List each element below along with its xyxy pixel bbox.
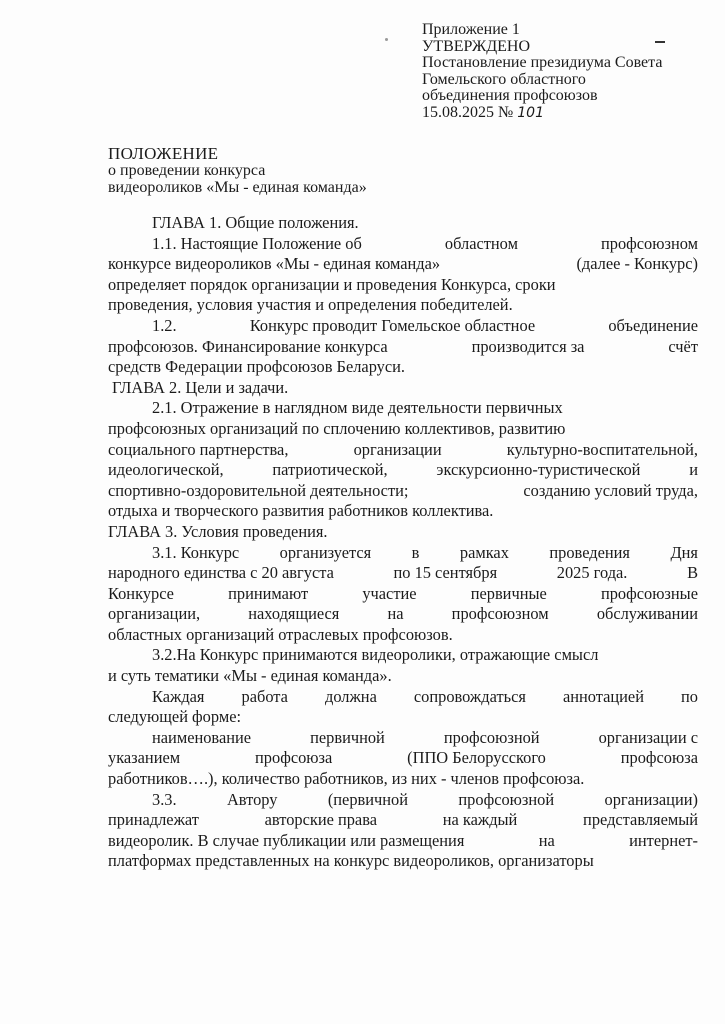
text-segment: и суть тематики «Мы - единая команда». bbox=[108, 666, 392, 686]
text-segment: профсоюзной bbox=[443, 727, 540, 747]
text-segment: профсоюза bbox=[255, 748, 333, 768]
text-line bbox=[108, 234, 698, 255]
text-segment: профсоюзные bbox=[600, 583, 698, 603]
text-line bbox=[108, 213, 698, 234]
text-line bbox=[108, 316, 698, 337]
text-segment: находящиеся bbox=[248, 604, 340, 624]
text-line bbox=[108, 357, 698, 378]
text-line bbox=[108, 748, 698, 769]
text-segment: профсоюза bbox=[620, 748, 698, 768]
text-segment: Автору bbox=[226, 789, 278, 809]
text-segment: платформах представленных на конкурс видеороликов, организаторы bbox=[108, 851, 594, 871]
text-segment: ГЛАВА 1. Общие положения. bbox=[152, 213, 359, 232]
text-segment: организации bbox=[353, 439, 442, 459]
text-line bbox=[108, 584, 698, 605]
text-line bbox=[108, 604, 698, 625]
union-line: объединения профсоюзов bbox=[422, 87, 598, 104]
text-line bbox=[108, 295, 698, 316]
text-segment: (ППО Белорусского bbox=[407, 748, 546, 768]
text-segment: должна bbox=[324, 686, 377, 706]
text-segment: указанием bbox=[108, 748, 181, 768]
text-segment: в bbox=[411, 542, 420, 562]
text-segment: профсоюзном bbox=[451, 604, 549, 624]
text-segment: счёт bbox=[668, 336, 698, 356]
region-line: Гомельского областного bbox=[422, 70, 586, 88]
text-line bbox=[108, 501, 698, 522]
text-segment: на каждый bbox=[442, 810, 518, 830]
text-segment: проведения bbox=[549, 542, 630, 562]
header-mark bbox=[655, 41, 665, 43]
text-segment: первичные bbox=[470, 583, 547, 603]
text-segment: социального партнерства, bbox=[108, 439, 289, 459]
text-segment: 3.1. Конкурс bbox=[152, 542, 240, 562]
text-segment: Конкурс проводит Гомельское областное bbox=[249, 315, 536, 335]
appendix-label: Приложение 1 bbox=[422, 21, 520, 38]
text-segment: принадлежат bbox=[108, 810, 199, 830]
text-line bbox=[108, 666, 698, 687]
text-segment: аннотацией bbox=[562, 686, 644, 706]
title-contest: видеороликов «Мы - единая команда» bbox=[108, 179, 367, 196]
text-line bbox=[108, 522, 698, 543]
text-segment: участие bbox=[362, 583, 417, 603]
text-segment: профсоюзной bbox=[458, 789, 555, 809]
text-segment: Каждая bbox=[152, 686, 205, 706]
text-segment: ГЛАВА 2. Цели и задачи. bbox=[112, 377, 289, 397]
text-segment: идеологической, bbox=[108, 460, 224, 480]
text-segment: культурно-воспитательной, bbox=[506, 439, 698, 459]
text-segment: объединение bbox=[608, 315, 698, 335]
text-segment: следующей форме: bbox=[108, 707, 242, 727]
text-segment: народного единства с 20 августа bbox=[108, 563, 334, 583]
document-title bbox=[108, 145, 367, 196]
text-segment: 3.3. bbox=[152, 789, 177, 809]
text-segment: 1.1. Настоящие Положение об bbox=[152, 233, 362, 253]
text-line bbox=[108, 563, 698, 584]
text-line bbox=[108, 481, 698, 502]
text-segment: определяет порядок организации и проведения Конкурса, сроки bbox=[108, 274, 556, 294]
title-subject: о проведении конкурса bbox=[108, 162, 266, 179]
text-segment: профсоюзных организаций по сплочению коллективов, развитию bbox=[108, 418, 566, 438]
text-segment: организации, bbox=[108, 604, 201, 624]
text-line bbox=[108, 460, 698, 481]
text-segment: конкурсе видеороликов «Мы - единая команда» bbox=[108, 254, 441, 274]
text-segment: созданию условий труда, bbox=[523, 480, 698, 500]
text-line bbox=[108, 543, 698, 564]
resolution-line: Постановление президиума Совета bbox=[422, 54, 663, 71]
text-segment: работников….), количество работников, из них - членов профсоюза. bbox=[108, 769, 585, 789]
text-segment: авторские права bbox=[264, 810, 378, 830]
text-line bbox=[108, 687, 698, 708]
text-line bbox=[108, 625, 698, 646]
text-segment: видеоролик. В случае публикации или размещения bbox=[108, 830, 465, 850]
text-segment: 1.2. bbox=[152, 315, 177, 335]
text-segment: (первичной bbox=[327, 789, 409, 809]
text-segment: областных организаций отраслевых профсоюзов. bbox=[108, 624, 453, 644]
text-segment: областном bbox=[444, 233, 518, 253]
text-segment: сопровождаться bbox=[413, 686, 526, 706]
text-segment: на bbox=[538, 830, 555, 850]
text-line bbox=[108, 378, 698, 399]
text-line bbox=[108, 790, 698, 811]
title-regulation: ПОЛОЖЕНИЕ bbox=[108, 144, 219, 163]
text-segment: рамках bbox=[459, 542, 509, 562]
resolution-date: 15.08.2025 № bbox=[422, 103, 514, 121]
text-segment: В bbox=[687, 563, 698, 583]
text-segment: профсоюзном bbox=[601, 233, 698, 253]
text-segment: по 15 сентября bbox=[393, 563, 498, 583]
approved-label: УТВЕРЖДЕНО bbox=[422, 37, 531, 55]
text-segment: спортивно-оздоровительной деятельности; bbox=[108, 480, 409, 500]
text-segment: интернет- bbox=[629, 830, 698, 850]
text-segment: 2025 года. bbox=[556, 563, 628, 583]
text-line bbox=[108, 419, 698, 440]
text-line bbox=[108, 707, 698, 728]
text-line bbox=[108, 728, 698, 749]
text-line bbox=[108, 831, 698, 852]
text-line bbox=[108, 645, 698, 666]
text-line bbox=[108, 440, 698, 461]
text-segment: организации) bbox=[604, 789, 698, 809]
text-segment: патриотической, bbox=[272, 460, 388, 480]
text-segment: организации с bbox=[598, 727, 698, 747]
text-segment: средств Федерации профсоюзов Беларуси. bbox=[108, 357, 406, 377]
resolution-number: 101 bbox=[517, 104, 544, 121]
text-segment: по bbox=[681, 686, 698, 706]
text-segment: (далее - Конкурс) bbox=[576, 254, 698, 274]
text-segment: Дня bbox=[670, 542, 698, 562]
text-segment: принимают bbox=[228, 583, 309, 603]
text-segment: экскурсионно-туристической bbox=[436, 460, 641, 480]
document-body bbox=[108, 213, 698, 872]
text-line bbox=[108, 398, 698, 419]
text-line bbox=[108, 254, 698, 275]
text-segment: 2.1. Отражение в наглядном виде деятельности первичных bbox=[152, 398, 563, 418]
text-segment: организуется bbox=[279, 542, 372, 562]
text-segment: и bbox=[689, 460, 698, 480]
text-line bbox=[108, 851, 698, 872]
text-segment: на bbox=[387, 604, 404, 624]
text-segment: отдыха и творческого развития работников коллектива. bbox=[108, 501, 494, 521]
text-segment: обслуживании bbox=[596, 604, 698, 624]
text-segment: проведения, условия участия и определения победителей. bbox=[108, 295, 513, 315]
text-segment: профсоюзов. Финансирование конкурса bbox=[108, 336, 388, 356]
text-line bbox=[108, 769, 698, 790]
text-segment: наименование bbox=[152, 727, 252, 747]
text-segment: первичной bbox=[310, 727, 385, 747]
text-line bbox=[108, 337, 698, 358]
approval-header bbox=[422, 22, 712, 121]
text-segment: работа bbox=[241, 686, 288, 706]
text-segment: ГЛАВА 3. Условия проведения. bbox=[108, 521, 328, 541]
text-line bbox=[108, 275, 698, 296]
text-segment: 3.2.На Конкурс принимаются видеоролики, отражающие смысл bbox=[152, 645, 599, 665]
text-segment: Конкурсе bbox=[108, 583, 174, 603]
text-line bbox=[108, 810, 698, 831]
date-number-line bbox=[422, 105, 712, 122]
scan-speck bbox=[385, 38, 388, 41]
text-segment: производится за bbox=[471, 336, 585, 356]
text-segment: представляемый bbox=[583, 810, 698, 830]
